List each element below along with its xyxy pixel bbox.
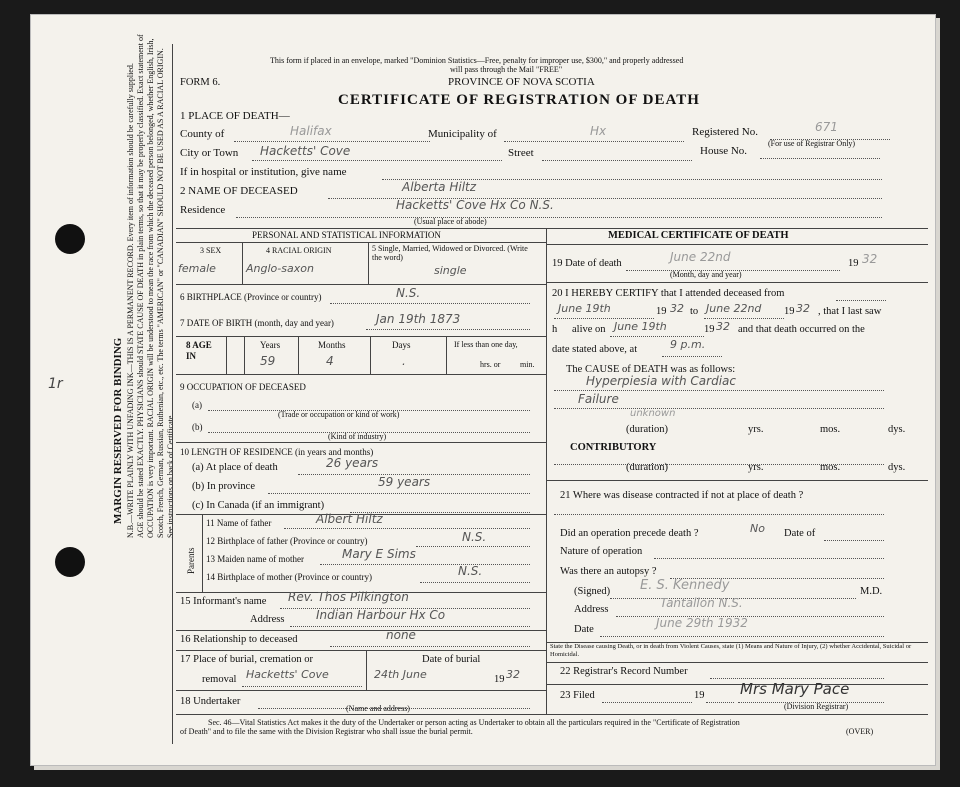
res-b-value: 59 years — [378, 475, 431, 489]
margin-instruction-2: AGE should be stated EXACTLY. PHYSICIANS should STATE CAUSE OF DEATH in plain terms, so that it may be properly classified. Exact statement of — [136, 34, 145, 538]
filed-year-prefix: 19 — [694, 690, 705, 701]
operation-label: Did an operation precede death ? — [560, 528, 699, 539]
hrs-label: hrs. or — [480, 360, 501, 369]
occurred-label: and that death occurred on the — [738, 324, 865, 335]
registrar-note: (For use of Registrar Only) — [768, 139, 856, 148]
racial-label: 4 RACIAL ORIGIN — [266, 246, 332, 255]
hospital-label: If in hospital or institution, give name — [180, 166, 347, 178]
yrs-label-2: yrs. — [748, 462, 764, 473]
occupation-a: (a) — [192, 400, 202, 410]
informant-label: 15 Informant's name — [180, 596, 267, 607]
mos-label-2: mos. — [820, 462, 841, 473]
pencil-mark: 1r — [48, 376, 63, 392]
death-year-value: 32 — [862, 252, 878, 266]
signed-label: (Signed) — [574, 586, 611, 597]
mother-value: Mary E Sims — [342, 547, 416, 561]
age-months: 4 — [326, 354, 334, 368]
duration-label-2: (duration) — [626, 462, 668, 473]
envelope-note-1: This form if placed in an envelope, marked "Dominion Statistics—Free, penalty for improper use, $300," and properly addressed — [270, 56, 684, 65]
attend-to-year: 32 — [796, 302, 810, 315]
name-value: Alberta Hiltz — [402, 180, 477, 194]
place-of-death-label: 1 PLACE OF DEATH— — [180, 110, 290, 122]
father-birthplace-label: 12 Birthplace of father (Province or country) — [206, 536, 368, 546]
marital-label: 5 Single, Married, Widowed or Divorced. (Write the word) — [372, 244, 528, 262]
death-date-label: 19 Date of death — [552, 258, 622, 269]
racial-value: Anglo-saxon — [246, 262, 314, 275]
medical-heading: MEDICAL CERTIFICATE OF DEATH — [608, 230, 789, 241]
division-registrar-signature: Mrs Mary Pace — [740, 680, 850, 698]
mos-label-1: mos. — [820, 424, 841, 435]
res-a-label: (a) At place of death — [192, 462, 278, 473]
res-a-value: 26 years — [326, 456, 379, 470]
age-label: 8 AGE IN — [186, 340, 212, 361]
nature-label: Nature of operation — [560, 546, 643, 557]
abode-note: (Usual place of abode) — [414, 217, 487, 226]
autopsy-label: Was there an autopsy ? — [560, 566, 657, 577]
res-b-label: (b) In province — [192, 481, 255, 492]
attend-from-year: 32 — [670, 302, 684, 315]
attend-from-value: June 19th — [558, 302, 611, 315]
attend-to-value: June 22nd — [706, 302, 762, 315]
signed-date-value: June 29th 1932 — [656, 616, 748, 630]
cause-line-1: Hyperpiesia with Cardiac — [586, 374, 736, 388]
physician-address-value: Tantallon N.S. — [660, 596, 743, 610]
father-value: Albert Hiltz — [316, 512, 383, 526]
alive-year-prefix: 19 — [704, 324, 715, 335]
yrs-label-1: yrs. — [748, 424, 764, 435]
age-days: . — [402, 354, 406, 368]
violent-note: State the Disease causing Death, or in death from Violent Causes, state (1) Means and Nature of Injury, (2) whether Accidental, Suicidal or Homicidal. — [550, 643, 912, 658]
alive-on-value: June 19th — [614, 320, 667, 333]
city-value: Hacketts' Cove — [260, 144, 351, 158]
age-years: 59 — [260, 354, 276, 368]
mother-birthplace-value: N.S. — [458, 564, 483, 578]
death-date-note: (Month, day and year) — [670, 270, 742, 279]
informant-value: Rev. Thos Pilkington — [288, 590, 409, 604]
footer-line-1: Sec. 46—Vital Statistics Act makes it the duty of the Undertaker or person acting as Undertaker to obtain all the particulars required in the "Certificate of Registration — [208, 718, 740, 727]
residence-label: Residence — [180, 204, 226, 216]
occupation-b: (b) — [192, 422, 203, 432]
stated-label: date stated above, at — [552, 344, 638, 355]
days-label: Days — [392, 340, 411, 350]
burial-date-value: 24th June — [374, 668, 427, 681]
informant-address-value: Indian Harbour Hx Co — [316, 608, 446, 622]
md-label: M.D. — [860, 586, 883, 597]
cause-line-2: Failure — [578, 392, 619, 406]
informant-address-label: Address — [250, 614, 285, 625]
name-label: 2 NAME OF DECEASED — [180, 185, 298, 197]
filed-label: 23 Filed — [560, 690, 595, 701]
occupation-b-note: (Kind of industry) — [328, 432, 387, 441]
sex-value: female — [178, 262, 216, 275]
father-label: 11 Name of father — [206, 518, 272, 528]
death-time-value: 9 p.m. — [670, 338, 706, 351]
alive-prefix: h — [552, 324, 558, 335]
res-c-label: (c) In Canada (if an immigrant) — [192, 500, 325, 511]
dob-label: 7 DATE OF BIRTH (month, day and year) — [180, 318, 334, 328]
certificate-page — [30, 14, 936, 766]
death-date-value: June 22nd — [670, 250, 731, 264]
form-number: FORM 6. — [180, 77, 221, 88]
record-label: 22 Registrar's Record Number — [560, 666, 688, 677]
to-label: to — [690, 306, 699, 317]
burial-year-value: 32 — [506, 668, 520, 681]
parents-label: Parents — [186, 547, 196, 574]
margin-rule — [172, 44, 173, 744]
death-year-prefix: 19 — [848, 258, 859, 269]
mother-birthplace-label: 14 Birthplace of mother (Province or country) — [206, 572, 372, 582]
county-label: County of — [180, 128, 225, 140]
mother-label: 13 Maiden name of mother — [206, 554, 304, 564]
birthplace-value: N.S. — [396, 286, 421, 300]
certify-label: 20 I HEREBY CERTIFY that I attended deceased from — [552, 288, 785, 299]
street-label: Street — [508, 147, 534, 159]
binding-hole-bottom — [55, 547, 85, 577]
operation-date-label: Date of — [784, 528, 816, 539]
burial-removal-label: removal — [202, 674, 237, 685]
certificate-title: CERTIFICATE OF REGISTRATION OF DEATH — [338, 92, 700, 108]
county-value: Halifax — [290, 124, 332, 138]
attend-to-year-prefix: 19 — [784, 306, 795, 317]
last-saw-label: , that I last saw — [818, 306, 882, 317]
municipality-value: Hx — [590, 124, 607, 138]
margin-binding-label: MARGIN RESERVED FOR BINDING — [112, 337, 124, 524]
operation-value: No — [750, 522, 765, 535]
burial-place-value: Hacketts' Cove — [246, 668, 329, 681]
residence-value: Hacketts' Cove Hx Co N.S. — [396, 198, 554, 212]
city-label: City or Town — [180, 147, 239, 159]
burial-year-prefix: 19 — [494, 674, 505, 685]
contracted-label: 21 Where was disease contracted if not at place of death ? — [560, 490, 804, 501]
father-birthplace-value: N.S. — [462, 530, 487, 544]
footer-over: (OVER) — [846, 727, 874, 736]
burial-date-label: Date of burial — [422, 654, 481, 665]
footer-line-2: of Death" and to file the same with the Division Registrar who shall issue the burial permit. — [180, 727, 473, 736]
contributory-label: CONTRIBUTORY — [570, 442, 657, 453]
signed-value: E. S. Kennedy — [640, 578, 730, 593]
envelope-note-2: will pass through the Mail "FREE" — [450, 65, 563, 74]
margin-instruction-5: See instructions on back of Certificate. — [166, 413, 175, 538]
house-label: House No. — [700, 145, 748, 157]
min-label: min. — [520, 360, 535, 369]
relationship-label: 16 Relationship to deceased — [180, 634, 298, 645]
months-label: Months — [318, 340, 346, 350]
undertaker-label: 18 Undertaker — [180, 696, 241, 707]
residence-length-label: 10 LENGTH OF RESIDENCE (in years and months) — [180, 447, 374, 457]
years-label: Years — [260, 340, 281, 350]
binding-hole-top — [55, 224, 85, 254]
dys-label-2: dys. — [888, 462, 906, 473]
physician-address-label: Address — [574, 604, 609, 615]
province-label: PROVINCE OF NOVA SCOTIA — [448, 76, 595, 88]
cause-label: The CAUSE of DEATH was as follows: — [566, 364, 736, 375]
birthplace-label: 6 BIRTHPLACE (Province or country) — [180, 292, 322, 302]
sex-label: 3 SEX — [200, 246, 222, 255]
burial-label: 17 Place of burial, cremation or — [180, 654, 313, 665]
municipality-label: Municipality of — [428, 128, 497, 140]
margin-instruction-1: N.B.—WRITE PLAINLY WITH UNFADING INK—THIS IS A PERMANENT RECORD. Every item of information should be carefully supplied. — [126, 63, 135, 538]
less-day-label: If less than one day, — [454, 340, 518, 349]
duration-label-1: (duration) — [626, 424, 668, 435]
marital-value: single — [434, 264, 467, 277]
relationship-value: none — [386, 628, 416, 642]
personal-heading: PERSONAL AND STATISTICAL INFORMATION — [252, 230, 441, 240]
division-note: (Division Registrar) — [784, 702, 849, 711]
attend-from-year-prefix: 19 — [656, 306, 667, 317]
cause-line-3: unknown — [630, 408, 676, 419]
occupation-label: 9 OCCUPATION OF DECEASED — [180, 382, 306, 392]
occupation-a-note: (Trade or occupation or kind of work) — [278, 410, 400, 419]
registered-value: 671 — [815, 120, 838, 134]
margin-instruction-4: Scotch, French, German, Russian, Ruthenian, etc., etc. The terms "AMERICAN" or "CANADIAN" SHOULD NOT BE USED AS A RACIAL ORIGIN. — [156, 48, 165, 538]
signed-date-label: Date — [574, 624, 594, 635]
dys-label-1: dys. — [888, 424, 906, 435]
alive-label: alive on — [572, 324, 606, 335]
dob-value: Jan 19th 1873 — [376, 312, 461, 326]
alive-year-value: 32 — [716, 320, 730, 333]
margin-instruction-3: OCCUPATION is very important. RACIAL ORIGIN will be understood to mean the race from which the deceased person belonged, whether English, Irish, — [146, 38, 155, 538]
undertaker-note: (Name and address) — [346, 704, 410, 713]
registered-label: Registered No. — [692, 126, 758, 138]
